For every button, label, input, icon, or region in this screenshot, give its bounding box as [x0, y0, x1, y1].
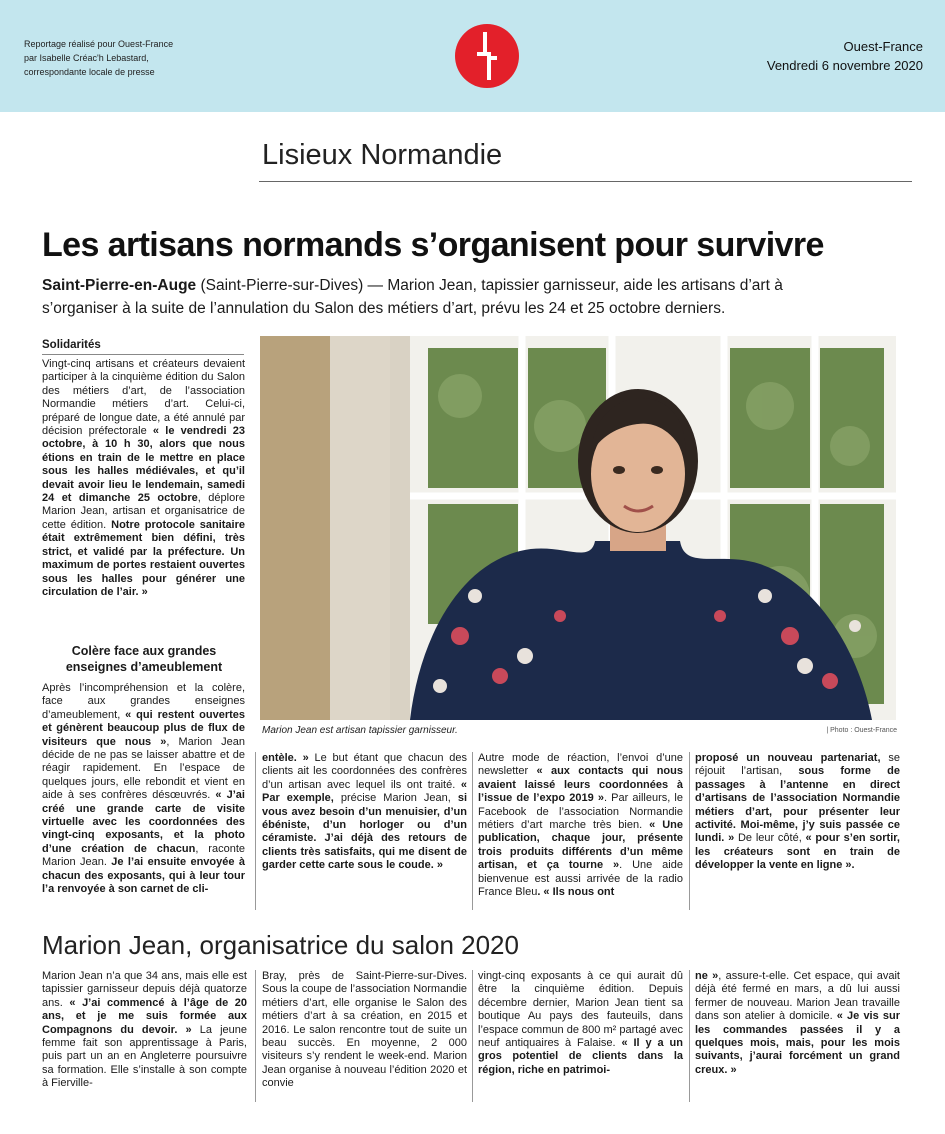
intro-place: Saint-Pierre-en-Auge	[42, 277, 197, 294]
text-run: précise Marion Jean,	[333, 792, 458, 805]
photo-credit: | Photo : Ouest-France	[826, 727, 897, 734]
credit-line: Reportage réalisé pour Ouest-France	[24, 39, 174, 49]
interview-column-3	[478, 970, 683, 1077]
text-run: Le but étant que chacun des clients ait les coordonnées des confrères d’un artisan avec lequel ils ont traité.	[262, 752, 467, 791]
text-run: Autre mode de réaction, l’envoi d’une newsletter	[478, 752, 683, 778]
section-title: Lisieux Normandie	[262, 139, 503, 171]
section-rule	[259, 181, 912, 182]
text-run: Je l’ai ensuite envoyée à chacun des exposants, qui à leur tour l’a renvoyée à son carnet de cli-	[42, 856, 245, 896]
text-run: se réjouit l’artisan,	[695, 752, 900, 778]
text-run: sous forme de passages à l’antenne en direct d’artisans de l’association Normandie métiers d’art, pour présenter leur activité. Moi-même, j’y suis passée ce lundi. »	[695, 765, 900, 845]
text-run: « Je vis sur les commandes passées il y a quelques mois, mais, pour les mois suivants, j’aurai forcément un grand creux. »	[695, 1010, 900, 1076]
interview-column-2	[262, 970, 467, 1091]
text-run: « Une publication, chaque jour, présente trois produits différents d’un même artisan, et ça tourne »	[478, 819, 683, 872]
article-column-3	[478, 752, 683, 899]
column-divider	[472, 752, 473, 910]
text-run: Notre protocole sanitaire était extrêmement bien défini, très strict, et validé par la préfecture. Un maximum de portes restaient ouvertes sous les halles pour générer une circulation de l’air. »	[42, 518, 245, 598]
reporter-credit	[24, 37, 173, 79]
text-run: « J’ai commencé à l’âge de 20 ans, et je me suis formée aux Compagnons du devoir. »	[42, 996, 247, 1036]
text-run: « Par exemple,	[262, 778, 467, 805]
headline: Les artisans normands s’organisent pour survivre	[42, 226, 824, 264]
column-divider	[689, 970, 690, 1102]
text-run: . Par ailleurs, le Facebook de l’association Normandie métiers d’art marche très bien.	[478, 792, 683, 832]
text-run: De leur côté,	[734, 832, 806, 845]
column-divider	[472, 970, 473, 1102]
interview-column-4	[695, 970, 900, 1077]
text-run: . Une aide bienvenue est aussi arrivée de la radio	[478, 859, 683, 885]
article-intro	[42, 274, 822, 320]
text-run: Vingt-cinq artisans et créateurs devaient participer à la cinquième édition du Salon des métiers d’art, de l’association Normandie métiers d’art. Celui-ci, préparé de longue date, a été annulé par décision préfectorale	[42, 358, 245, 438]
column-divider	[255, 970, 256, 1102]
article-column-1-continued	[42, 682, 245, 897]
intro-text: (Saint-Pierre-sur-Dives) — Marion Jean, tapissier garnisseur, aide les artisans d’art à s’organiser à la suite de l’annulation du Salon des métiers d’art, prévu les 24 et 25 octobre derniers.	[42, 277, 783, 317]
credit-line: par Isabelle Créac'h Lebastard,	[24, 53, 149, 63]
publication-info	[767, 37, 923, 75]
text-run: . « Ils nous ont	[537, 886, 615, 899]
text-run: « Il y a un gros potentiel de clients dans la région, riche en patrimoi-	[478, 1037, 683, 1076]
text-run: « le vendredi 23 octobre, à 10 h 30, alors que nous étions en train de le mettre en place sous les halles médiévales, et qu’il devait avoir lieu le lendemain, samedi 24 et dimanche 25 octobre	[42, 425, 245, 505]
text-run: Bray, près de Saint-Pierre-sur-Dives. Sous la coupe de l’association Normandie métiers d’art, elle organise le Salon des métiers d’art à sa création, en 2015 et 2016. Le salon rencontre tout de suite un beau succès. En moyenne, 2 000 visiteurs s’y rendent le week-end. Marion Jean organise à nouveau l’édition 2020 et convie	[262, 970, 467, 1090]
text-run: Marion Jean n’a que 34 ans, mais elle est tapissier garnisseur depuis déjà quatorze ans.	[42, 970, 247, 1009]
article-photo	[260, 336, 896, 720]
article-column-4	[695, 752, 900, 873]
text-run: vingt-cinq exposants à ce qui aurait dû être la cinquième édition. Depuis décembre dernier, Marion Jean tient sa boutique Au pays des fauteuils, dans l’espace commun de 800 m² partagé avec neuf antiquaires à Falaise.	[478, 970, 683, 1050]
text-run: « pour s’en sortir, les créateurs sont en train de développer la vente en ligne ».	[695, 832, 900, 872]
publication-date: Vendredi 6 novembre 2020	[766, 58, 923, 73]
text-run: , Marion Jean décide de ne pas se laisser abattre et de réagir rapidement. En l’espace de quelques jours, elle rebondit et vient en aide à ses confrères désœuvrés.	[42, 735, 245, 802]
interview-title: Marion Jean, organisatrice du salon 2020	[42, 930, 519, 960]
text-run: Après l’incompréhension et la colère, face aux grandes enseignes d’ameublement,	[42, 682, 245, 721]
text-run: , déplore Marion Jean, artisan et organisatrice de cette édition.	[42, 492, 245, 531]
kicker-label: Solidarités	[42, 339, 244, 355]
column-divider	[255, 752, 256, 910]
subheading: Colère face aux grandes enseignes d’ameublement	[65, 644, 223, 674]
text-run: si vous avez besoin d’un menuisier, d’un ébéniste, d’un horloger ou d’un céramiste. J’ai déjà des retours de clients très satisfaits, qui me disent de garder cette carte sous le coude. »	[262, 792, 468, 872]
text-run: proposé un nouveau partenariat,	[695, 752, 881, 764]
article-column-1	[42, 358, 245, 599]
text-run: La jeune femme fait son apprentissage à Paris, puis part un an en Angleterre poursuivre sa formation. Elle s’installe à son compte à Fierville-	[42, 1023, 247, 1090]
text-run: ne »	[695, 970, 719, 982]
publication-name: Ouest-France	[843, 39, 923, 54]
text-run: , raconte Marion Jean.	[42, 842, 246, 869]
text-run: « qui restent ouvertes et génèrent beaucoup plus de flux de visiteurs que nous »	[42, 708, 245, 748]
text-run: « aux contacts qui nous avaient laissé leurs coordonnées à l’issue de l’expo 2019 »	[478, 765, 683, 805]
interview-column-1	[42, 970, 247, 1091]
text-run: entèle. »	[262, 752, 309, 764]
photo-caption: Marion Jean est artisan tapissier garnisseur.	[262, 725, 458, 736]
text-run: , assure-t-elle. Cet espace, qui avait déjà été fermé en mars, a dû lui aussi fermer de nouveau. Marion Jean travaille dans son atelier à domicile.	[695, 970, 900, 1023]
text-run: « J’ai créé une grande carte de visite virtuelle avec les coordonnées des vingt-cinq exposants, et la photo d’une création de chacun	[42, 789, 245, 855]
header-band	[0, 0, 945, 112]
credit-line: correspondante locale de presse	[24, 67, 155, 77]
column-divider	[689, 752, 690, 910]
article-column-2	[262, 752, 467, 873]
text-run: France Bleu	[478, 886, 538, 899]
ouest-france-logo	[455, 24, 519, 88]
